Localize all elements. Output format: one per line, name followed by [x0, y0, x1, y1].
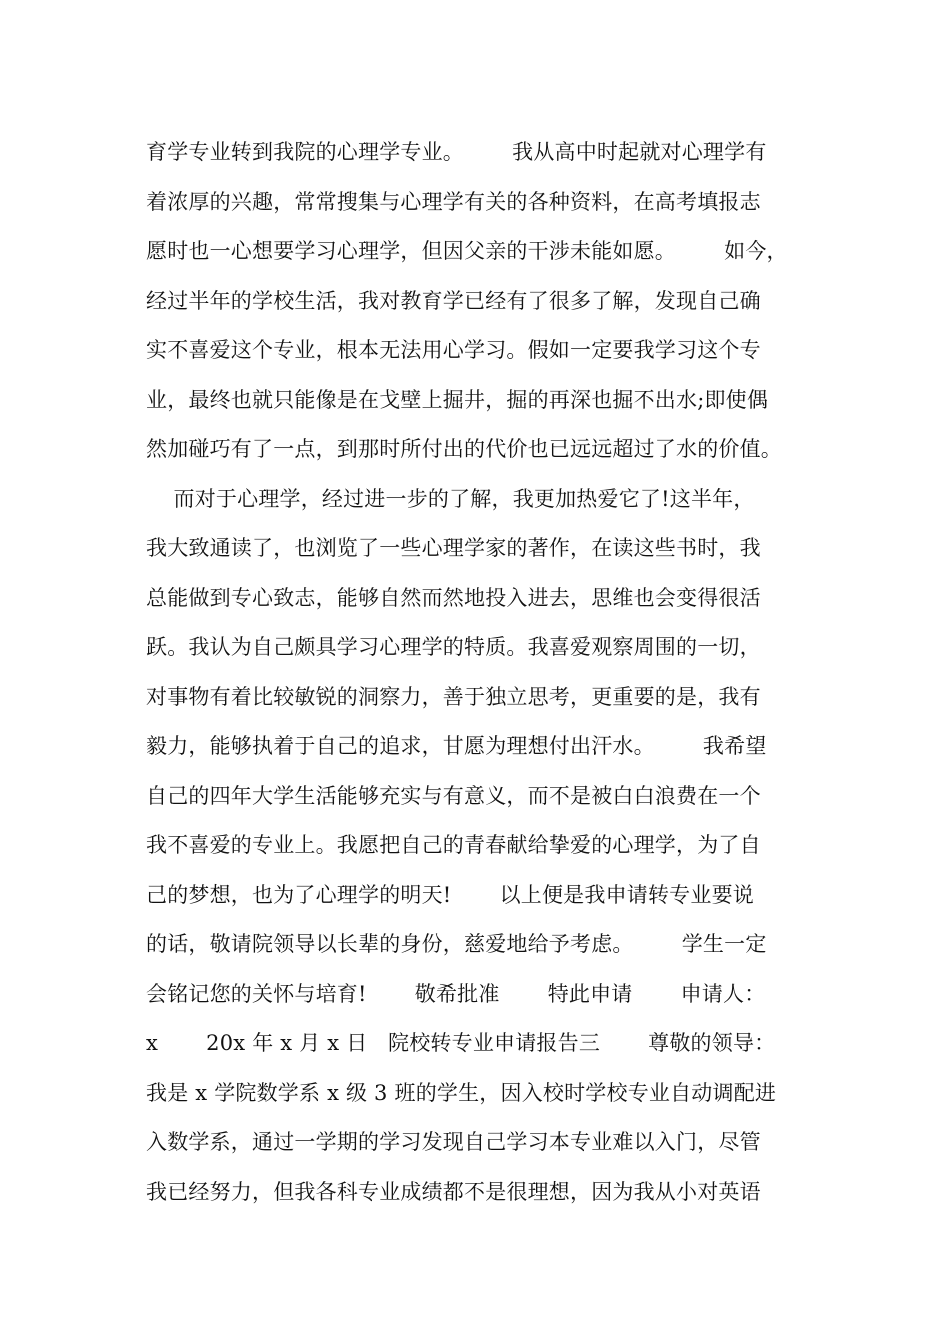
text-line: x 20x 年 x 月 x 日 院校转专业申请报告三 尊敬的领导： [146, 1031, 776, 1055]
text-line: 着浓厚的兴趣，常常搜集与心理学有关的各种资料，在高考填报志 [146, 189, 761, 214]
text-line: 我不喜爱的专业上。我愿把自己的青春献给挚爱的心理学，为了自 [146, 833, 761, 857]
text-line: 而对于心理学，经过进一步的了解，我更加热爱它了!这半年， [146, 486, 755, 511]
text-line: 入数学系，通过一学期的学习发现自己学习本专业难以入门，尽管 [146, 1130, 761, 1154]
text-line: 我大致通读了，也浏览了一些心理学家的著作，在读这些书时，我 [146, 536, 761, 560]
text-line: 总能做到专心致志，能够自然而然地投入进去，思维也会变得很活 [146, 585, 761, 610]
text-line: 我已经努力，但我各科专业成绩都不是很理想，因为我从小对英语 [146, 1179, 761, 1204]
text-line: 对事物有着比较敏锐的洞察力，善于独立思考，更重要的是，我有 [146, 684, 761, 709]
text-line: 育学专业转到我院的心理学专业。 我从高中时起就对心理学有 [146, 140, 767, 164]
text-line: 会铭记您的关怀与培育! 敬希批准 特此申请 申请人： [146, 981, 766, 1006]
text-line: 然加碰巧有了一点，到那时所付出的代价也已远远超过了水的价值。 [146, 437, 782, 461]
text-line: 自己的四年大学生活能够充实与有意义，而不是被白白浪费在一个 [146, 783, 761, 808]
text-line: 实不喜爱这个专业，根本无法用心学习。假如一定要我学习这个专 [146, 338, 761, 362]
text-line: 跃。我认为自己颇具学习心理学的特质。我喜爱观察周围的一切， [146, 635, 761, 659]
body-text [146, 128, 826, 1217]
text-line: 愿时也一心想要学习心理学，但因父亲的干涉未能如愿。 如今， [146, 239, 788, 263]
text-line: 己的梦想，也为了心理学的明天! 以上便是我申请转专业要说 [146, 882, 754, 907]
text-line: 业，最终也就只能像是在戈壁上掘井，掘的再深也掘不出水;即使偶 [146, 387, 769, 412]
text-line: 经过半年的学校生活，我对教育学已经有了很多了解，发现自己确 [146, 288, 761, 313]
text-line: 的话，敬请院领导以长辈的身份，慈爱地给予考虑。 学生一定 [146, 932, 767, 956]
text-line: 我是 x 学院数学系 x 级 3 班的学生，因入校时学校专业自动调配进 [146, 1080, 777, 1105]
text-line: 毅力，能够执着于自己的追求，甘愿为理想付出汗水。 我希望 [146, 734, 767, 758]
